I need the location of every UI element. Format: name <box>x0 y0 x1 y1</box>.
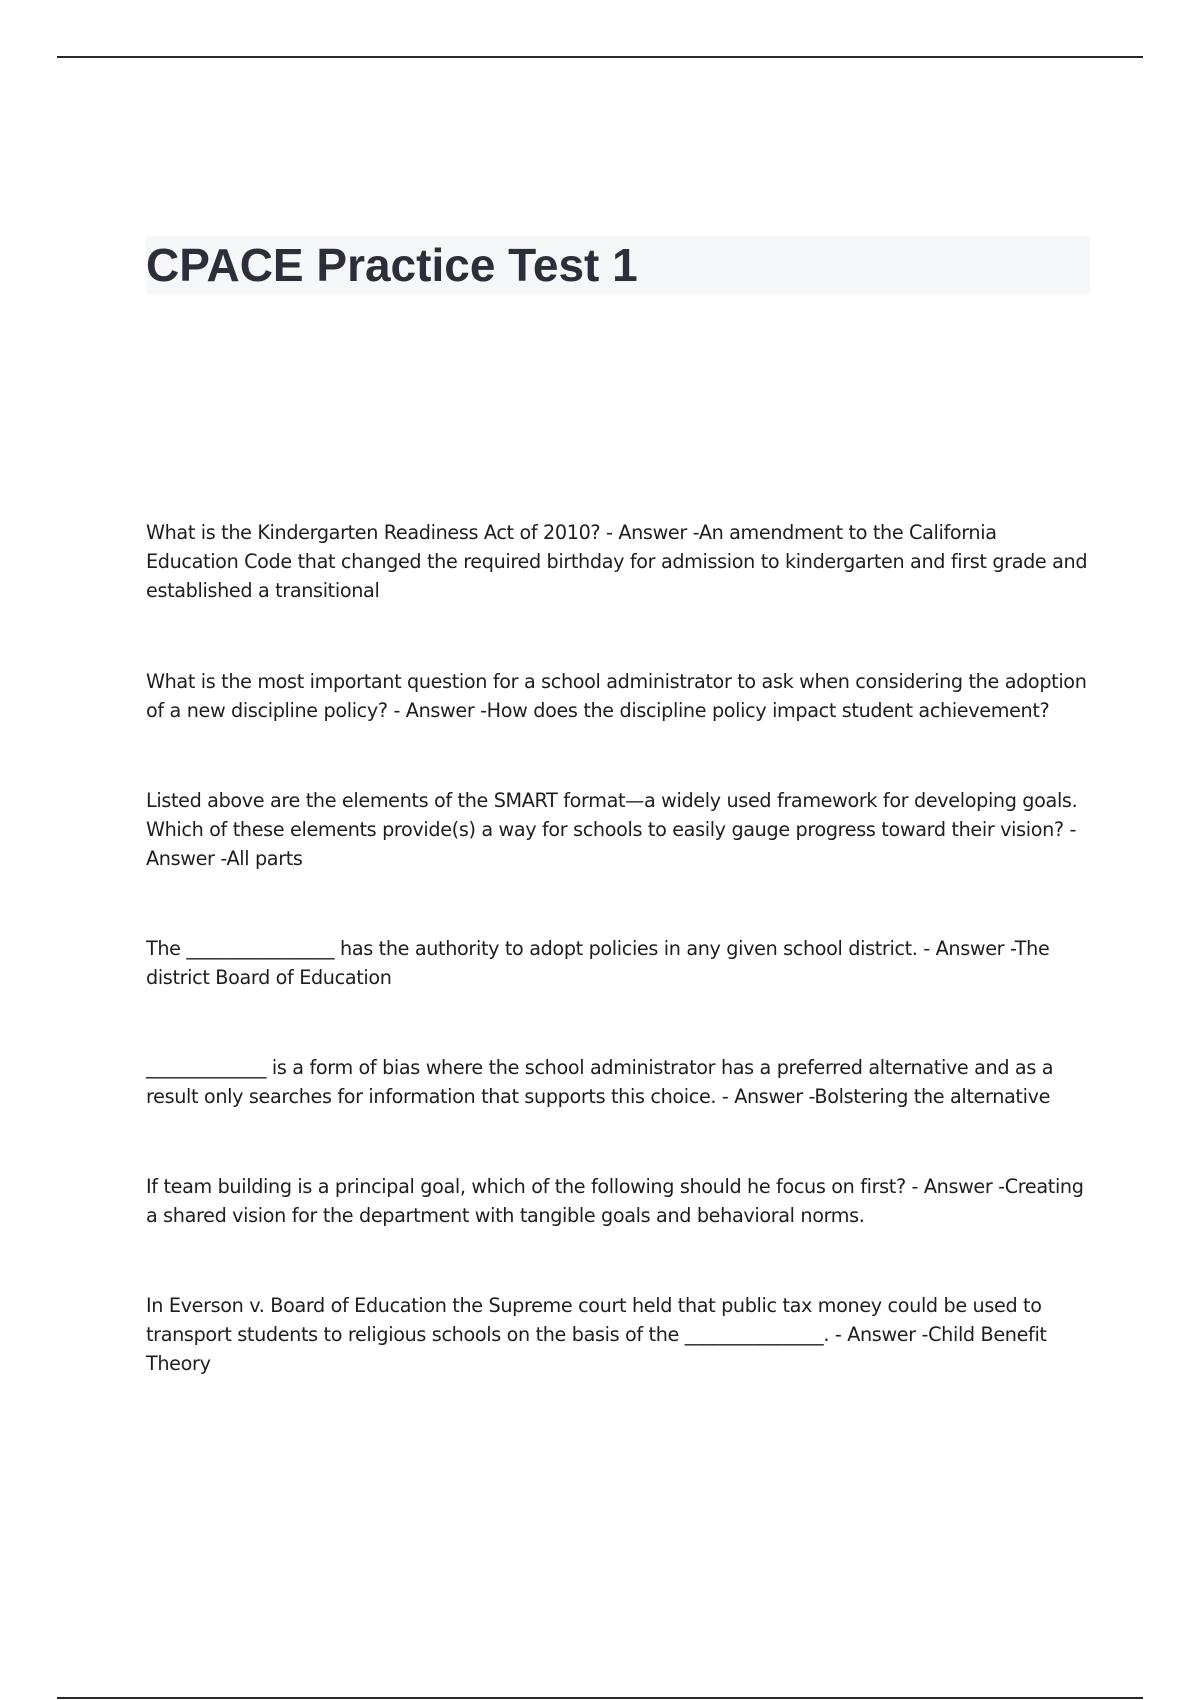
qa-item-7: In Everson v. Board of Education the Supreme court held that public tax money could be used to transport students to religious schools on the basis of the _______________. - Answer -Child Benefit Theory <box>146 1294 1047 1375</box>
qa-item-6: If team building is a principal goal, which of the following should he focus on first? - Answer -Creating a shared vision for the department with tangible goals and behavioral norms. <box>146 1175 1084 1227</box>
qa-item-2: What is the most important question for a school administrator to ask when considering the adoption of a new discipline policy? - Answer -How does the discipline policy impact student achievement? <box>146 670 1087 722</box>
top-rule <box>57 56 1143 58</box>
page-title: CPACE Practice Test 1 <box>146 239 638 291</box>
bottom-rule <box>57 1697 1143 1699</box>
qa-item-4: The ________________ has the authority to adopt policies in any given school district. - Answer -The district Board of Education <box>146 937 1050 989</box>
title-block <box>146 236 1090 294</box>
qa-list <box>146 518 1094 1378</box>
qa-item-1: What is the Kindergarten Readiness Act of 2010? - Answer -An amendment to the California Education Code that changed the required birthday for admission to kindergarten and first grade and established a transitional <box>146 521 1088 602</box>
qa-item-5: _____________ is a form of bias where the school administrator has a preferred alternative and as a result only searches for information that supports this choice. - Answer -Bolstering the alternative <box>146 1056 1054 1108</box>
qa-item-3: Listed above are the elements of the SMART format—a widely used framework for developing goals. Which of these elements provide(s) a way for schools to easily gauge progress toward their vision? - Answer -All parts <box>146 789 1078 870</box>
